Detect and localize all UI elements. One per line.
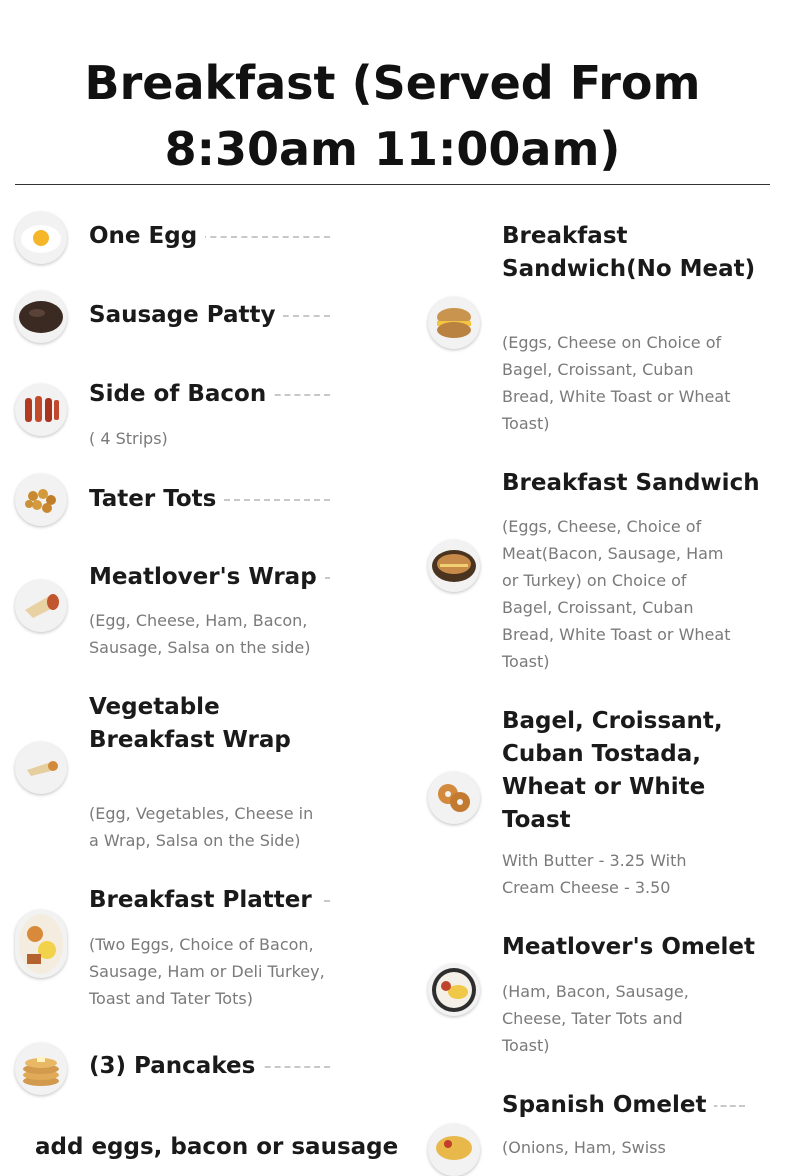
pressed-sandwich-icon	[428, 540, 480, 592]
item-name: Sausage Patty	[89, 299, 283, 332]
item-name: Spanish Omelet	[502, 1089, 714, 1122]
price-leader	[200, 236, 330, 238]
wrap-icon	[15, 580, 67, 632]
wrap-icon	[15, 742, 67, 794]
bagels-icon	[428, 772, 480, 824]
item-description: (Eggs, Cheese on Choice of Bagel, Croissant, Cuban Bread, White Toast or Wheat Toast)	[502, 333, 731, 433]
page-title: Breakfast (Served From 8:30am 11:00am)	[84, 56, 701, 176]
item-description: With Butter - 3.25 With Cream Cheese - 3.50	[502, 851, 687, 897]
item-description: (Two Eggs, Choice of Bacon, Sausage, Ham or Deli Turkey, Toast and Tater Tots)	[89, 935, 325, 1008]
item-description: ( 4 Strips)	[89, 429, 168, 448]
breakfast-platter-icon	[15, 910, 67, 978]
tater-tots-icon	[15, 474, 67, 526]
price-leader	[214, 499, 330, 501]
item-name: Tater Tots	[89, 483, 224, 516]
item-name: Bagel, Croissant, Cuban Tostada, Wheat or White Toast	[502, 705, 777, 837]
bacon-icon	[15, 384, 67, 436]
item-description: (Eggs, Cheese, Choice of Meat(Bacon, Sausage, Ham or Turkey) on Choice of Bagel, Croissant, Cuban Bread, White Toast or Wheat Toast)	[502, 517, 731, 671]
item-name: Meatlover's Omelet	[502, 931, 763, 964]
item-name: Breakfast Sandwich	[502, 467, 768, 500]
item-description: (Ham, Bacon, Sausage, Cheese, Tater Tots and Toast)	[502, 982, 689, 1055]
pancakes-icon	[15, 1043, 67, 1095]
sausage-patty-icon	[15, 291, 67, 343]
item-name: Side of Bacon	[89, 378, 274, 411]
bagel-sandwich-icon	[428, 297, 480, 349]
title-divider	[15, 184, 770, 185]
item-name: Meatlover's Wrap	[89, 561, 325, 594]
item-name: (3) Pancakes	[89, 1050, 263, 1083]
item-name: Breakfast Platter	[89, 884, 320, 917]
fried-egg-icon	[15, 212, 67, 264]
omelet-plate-icon	[428, 964, 480, 1016]
add-ons-heading: add eggs, bacon or sausage	[35, 1134, 399, 1160]
item-name: Vegetable Breakfast Wrap	[89, 691, 339, 757]
item-description: (Egg, Cheese, Ham, Bacon, Sausage, Salsa on the side)	[89, 611, 311, 657]
spanish-omelet-icon	[428, 1124, 480, 1176]
item-name: Breakfast Sandwich(No Meat)	[502, 220, 772, 286]
item-description: (Egg, Vegetables, Cheese in a Wrap, Salsa on the Side)	[89, 804, 314, 850]
item-description: (Onions, Ham, Swiss	[502, 1138, 666, 1157]
item-name: One Egg	[89, 220, 205, 253]
